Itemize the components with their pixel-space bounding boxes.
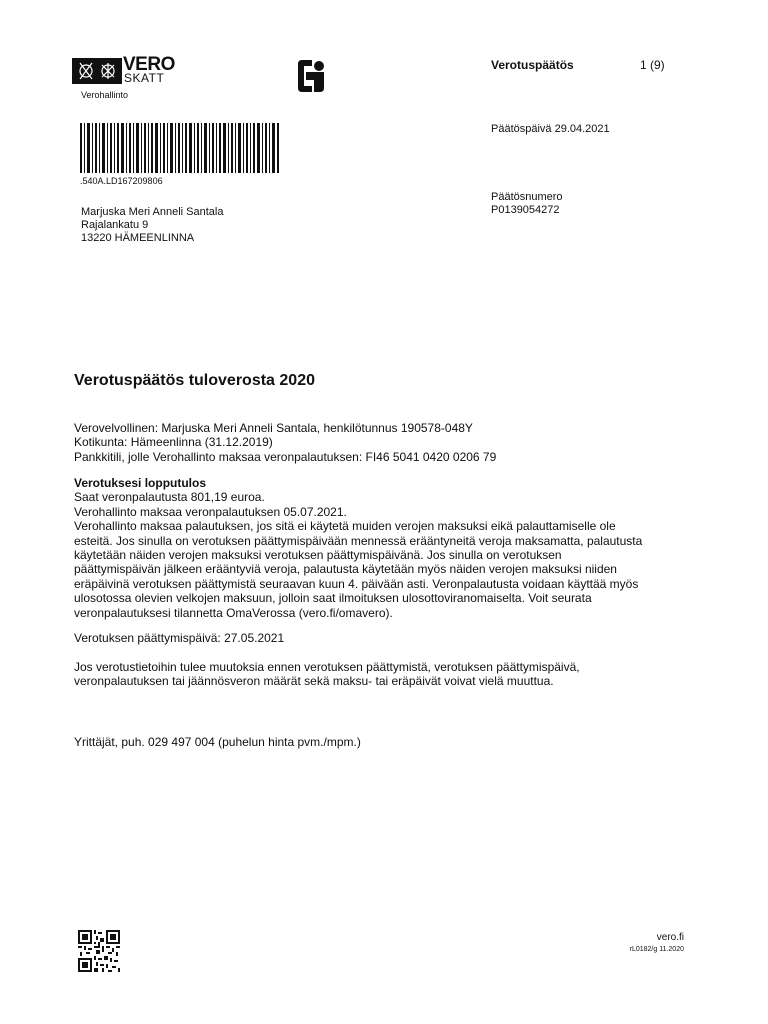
taxpayer-info <box>74 421 694 464</box>
decision-number-label: Päätösnumero <box>491 191 563 203</box>
end-date: Verotuksen päättymispäivä: 27.05.2021 <box>74 631 285 645</box>
result-section <box>74 476 694 620</box>
page-title: Verotuspäätös tuloverosta 2020 <box>74 372 315 389</box>
vero-logo-icon <box>72 58 122 84</box>
changes-line: veronpalautuksen tai jäännösveron määrät sekä maksu- tai eräpäivät voivat vielä muuttua. <box>74 674 554 689</box>
bank-account-line: Pankkitili, jolle Verohallinto maksaa veronpalautuksen: FI46 5041 0420 0206 79 <box>74 449 497 464</box>
result-line: Saat veronpalautusta 801,19 euroa. <box>74 490 265 505</box>
barcode-icon <box>80 123 280 173</box>
recipient-city: 13220 HÄMEENLINNA <box>81 232 195 244</box>
logo-skatt-text: SKATT <box>124 71 165 85</box>
decision-number: P0139054272 <box>491 204 560 216</box>
page-number: 1 (9) <box>640 58 665 72</box>
result-line: esteitä. Jos sinulla on verotuksen päättymispäivään mennessä erääntyneitä veroja maksamatta, palautusta <box>74 533 643 548</box>
result-line: käytetään näiden verojen maksuksi verotuksen päättymispäivänä. Jos sinulla on verotuksen <box>74 548 562 563</box>
footer-form-code: rL0182/g 11.2020 <box>629 946 684 953</box>
logo-vero-text: VERO <box>123 54 175 75</box>
result-heading: Verotuksesi lopputulos <box>74 476 207 490</box>
contact-info: Yrittäjät, puh. 029 497 004 (puhelun hinta pvm./mpm.) <box>74 735 361 749</box>
tax-administration-mark-icon <box>292 56 332 96</box>
recipient-street: Rajalankatu 9 <box>81 219 149 231</box>
recipient-address <box>81 206 223 245</box>
taxpayer-line: Verovelvollinen: Marjuska Meri Anneli Santala, henkilötunnus 190578-048Y <box>74 421 473 435</box>
result-line: Verohallinto maksaa veronpalautuksen 05.07.2021. <box>74 504 347 519</box>
decision-date: Päätöspäivä 29.04.2021 <box>491 123 610 135</box>
qr-code-icon <box>78 930 120 972</box>
document-title: Verotuspäätös <box>491 58 574 72</box>
result-line: ulosotossa olevien velkojen maksuun, jolloin saat ilmoituksen ulosottoviranomaiselta. Voit seurata <box>74 591 592 606</box>
result-line: Verohallinto maksaa palautuksen, jos sitä ei käytetä muiden verojen maksuksi eikä palauttamiselle ole <box>74 519 616 534</box>
result-line: eräpäivinä verotuksen päättymistä seuraavan kuun 4. päivään asti. Veronpalautusta voidaan käyttää myös <box>74 576 639 591</box>
footer-website: vero.fi <box>656 932 684 943</box>
recipient-name: Marjuska Meri Anneli Santala <box>81 206 224 218</box>
result-line: veronpalautuksesi tilannetta OmaVerossa (vero.fi/omavero). <box>74 605 393 620</box>
changes-line: Jos verotustietoihin tulee muutoksia ennen verotuksen päättymistä, verotuksen päättymispäivä, <box>74 660 580 674</box>
barcode-number: .540A.LD167209806 <box>80 176 163 186</box>
municipality-line: Kotikunta: Hämeenlinna (31.12.2019) <box>74 435 273 450</box>
result-line: päättymispäivän jälkeen erääntyviä veroja, palautusta käytetään myös näiden verojen maksuksi niiden <box>74 562 617 577</box>
changes-notice <box>74 660 694 689</box>
agency-name: Verohallinto <box>81 90 129 100</box>
